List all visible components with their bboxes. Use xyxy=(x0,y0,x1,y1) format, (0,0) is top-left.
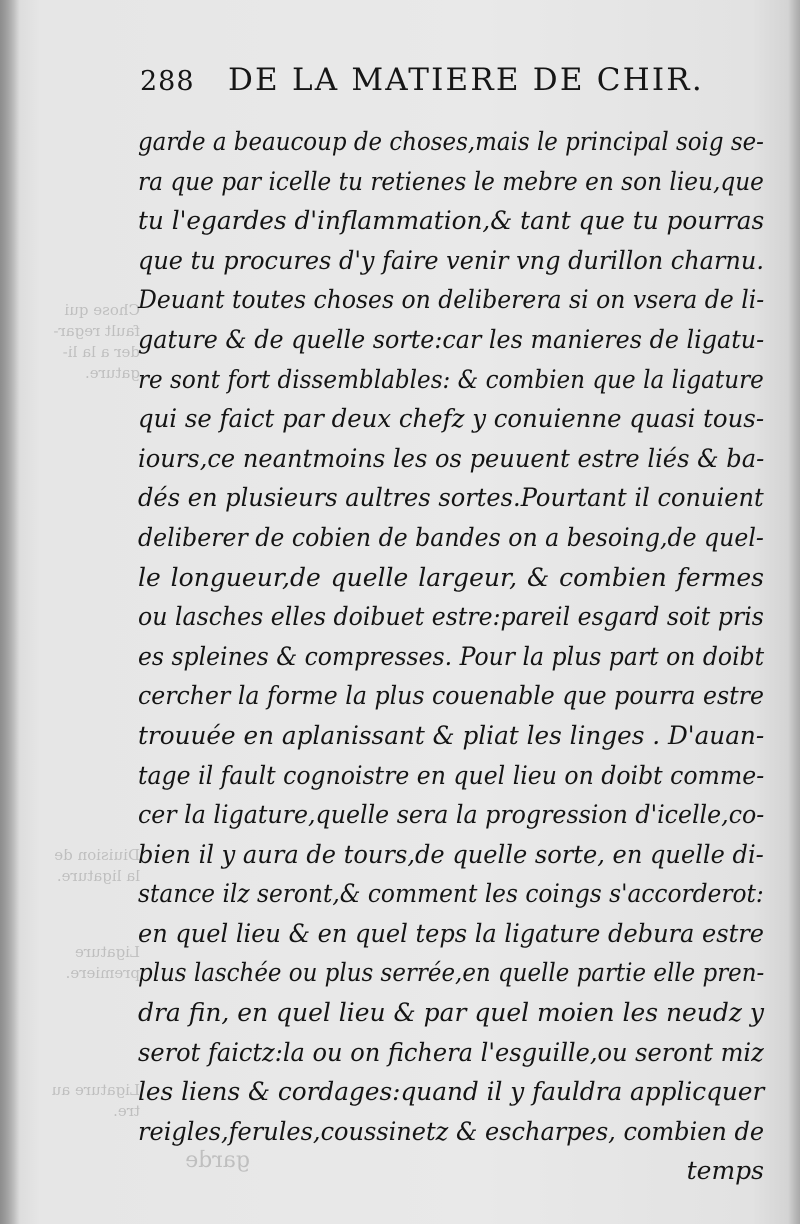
text-line: que tu procures d'y faire venir vng durillon charnu. xyxy=(138,245,764,275)
text-line: dra fin, en quel lieu & par quel moien les neudz y xyxy=(138,998,764,1028)
text-line: Deuant toutes choses on deliberera si on vsera de li- xyxy=(138,285,765,315)
text-line: dés en plusieurs aultres sortes.Pourtant il conuient xyxy=(138,483,764,513)
page-number: 288 xyxy=(140,66,195,97)
catchword: temps xyxy=(686,1156,764,1186)
text-line: qui se faict par deux chefz y conuienne quasi tous- xyxy=(138,404,765,434)
bleed-through-text: Ligature au tre. xyxy=(51,1081,140,1120)
bleed-through-text: Diuision de la ligature. xyxy=(54,846,140,885)
spine-shadow xyxy=(0,0,20,1224)
text-line: garde a beaucoup de choses,mais le principal soig se- xyxy=(138,127,764,156)
text-line: iours,ce neantmoins les os peuuent estre liés & ba- xyxy=(138,443,765,473)
text-line: plus laschée ou plus serrée,en quelle partie elle pren- xyxy=(138,958,765,988)
page-edge xyxy=(788,0,800,1224)
bleed-through-text: garde xyxy=(185,1148,250,1173)
text-line: ra que par icelle tu retienes le mebre en son lieu,que xyxy=(138,166,764,196)
text-line: stance ilz seront,& comment les coings s'accorderot: xyxy=(138,879,764,909)
text-line: cer la ligature,quelle sera la progression d'icelle,co- xyxy=(138,800,765,830)
text-line: les liens & cordages:quand il y fauldra applicquer xyxy=(138,1077,765,1107)
text-line: serot faictz:la ou on fichera l'esguille,ou seront miz xyxy=(138,1037,764,1067)
bleed-through-text: Chose qui fault regar- der a la li- gature. xyxy=(53,301,140,382)
text-line: cercher la forme la plus couenable que pourra estre xyxy=(138,681,764,711)
text-line: re sont fort dissemblables: & combien que la ligature xyxy=(138,364,764,394)
bleed-through-text: Ligature premiere. xyxy=(65,943,140,982)
body-text xyxy=(138,122,764,1191)
text-line: es spleines & compresses. Pour la plus part on doibt xyxy=(138,641,765,671)
running-title: DE LA MATIERE DE CHIR. xyxy=(228,62,704,98)
text-line: bien il y aura de tours,de quelle sorte, en quelle di- xyxy=(138,839,764,869)
text-line: reigles,ferules,coussinetz & escharpes, combien de xyxy=(138,1116,765,1146)
text-line: le longueur,de quelle largeur, & combien fermes xyxy=(138,562,764,592)
text-line: deliberer de cobien de bandes on a besoing,de quel- xyxy=(138,522,764,552)
text-line: ou lasches elles doibuet estre:pareil esgard soit pris xyxy=(138,602,764,632)
text-line: gature & de quelle sorte:car les manieres de ligatu- xyxy=(138,324,765,354)
running-head xyxy=(140,62,740,112)
text-line: en quel lieu & en quel teps la ligature debura estre xyxy=(138,918,765,948)
text-line: trouuée en aplanissant & pliat les linges . D'auan- xyxy=(138,720,765,750)
text-line: tu l'egardes d'inflammation,& tant que tu pourras xyxy=(138,206,765,236)
text-line: tage il fault cognoistre en quel lieu on doibt comme- xyxy=(138,760,765,790)
